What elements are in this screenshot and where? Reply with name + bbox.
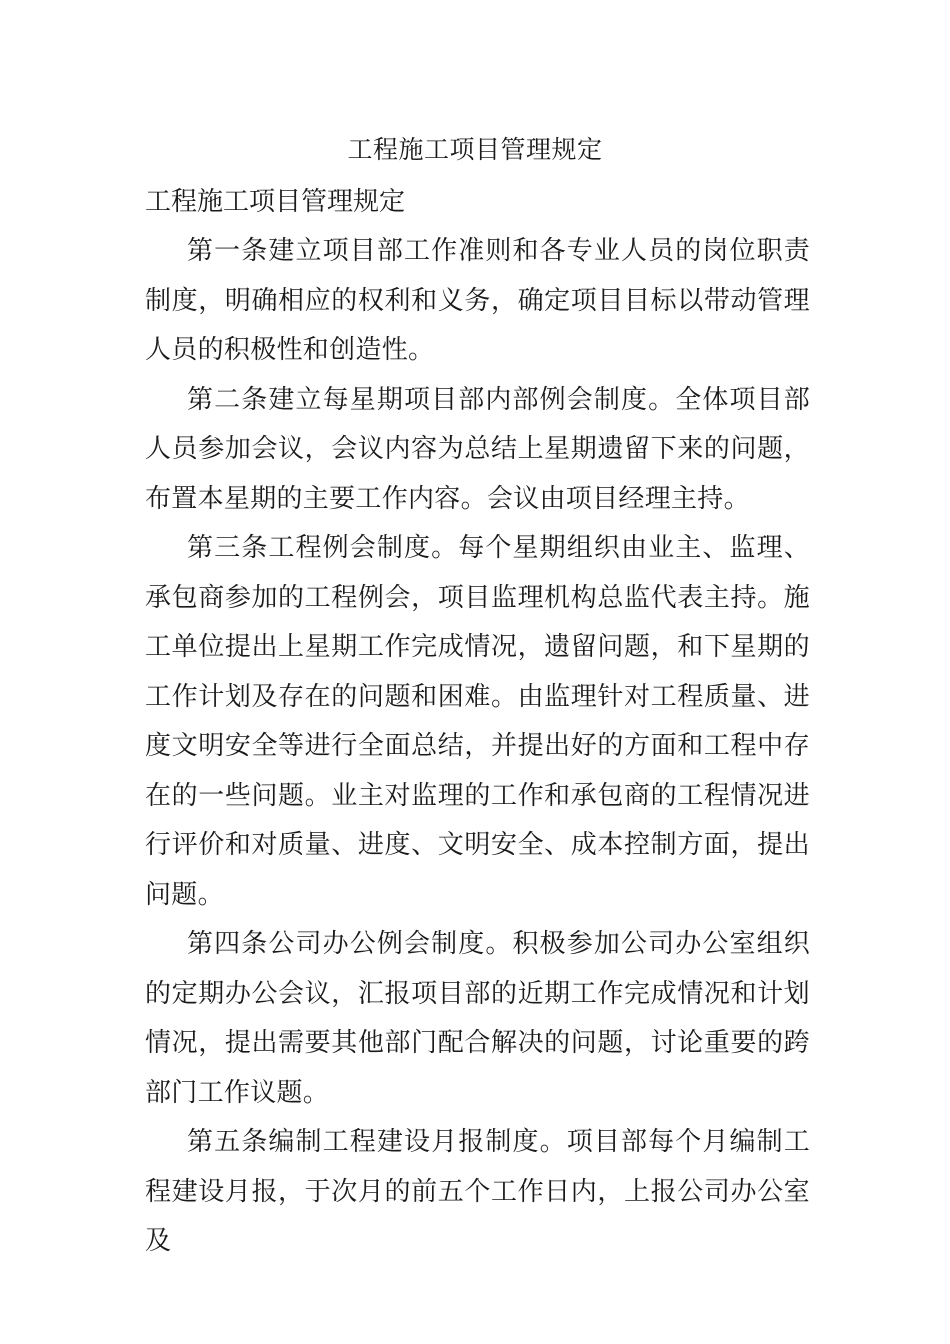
paragraph-article-5: 第五条编制工程建设月报制度。项目部每个月编制工程建设月报，于次月的前五个工作日内，上报公司办公室及 bbox=[145, 1127, 810, 1256]
paragraph-article-1: 第一条建立项目部工作准则和各专业人员的岗位职责制度，明确相应的权利和义务，确定项目目标以带动管理人员的积极性和创造性。 bbox=[145, 236, 810, 365]
document-subtitle: 工程施工项目管理规定 bbox=[145, 187, 406, 217]
paragraph-article-3: 第三条工程例会制度。每个星期组织由业主、监理、承包商参加的工程例会，项目监理机构总监代表主持。施工单位提出上星期工作完成情况，遗留问题，和下星期的工作计划及存在的问题和困难。由监理针对工程质量、进度文明安全等进行全面总结，并提出好的方面和工程中存在的一些问题。业主对监理的工作和承包商的工程情况进行评价和对质量、进度、文明安全、成本控制方面，提出问题。 bbox=[145, 533, 810, 910]
document-title: 工程施工项目管理规定 bbox=[347, 135, 603, 164]
document-body bbox=[145, 178, 810, 1267]
paragraph-article-4: 第四条公司办公例会制度。积极参加公司办公室组织的定期办公会议，汇报项目部的近期工作完成情况和计划情况，提出需要其他部门配合解决的问题，讨论重要的跨部门工作议题。 bbox=[145, 929, 810, 1108]
paragraph-article-2: 第二条建立每星期项目部内部例会制度。全体项目部人员参加会议，会议内容为总结上星期遗留下来的问题，布置本星期的主要工作内容。会议由项目经理主持。 bbox=[145, 384, 810, 514]
